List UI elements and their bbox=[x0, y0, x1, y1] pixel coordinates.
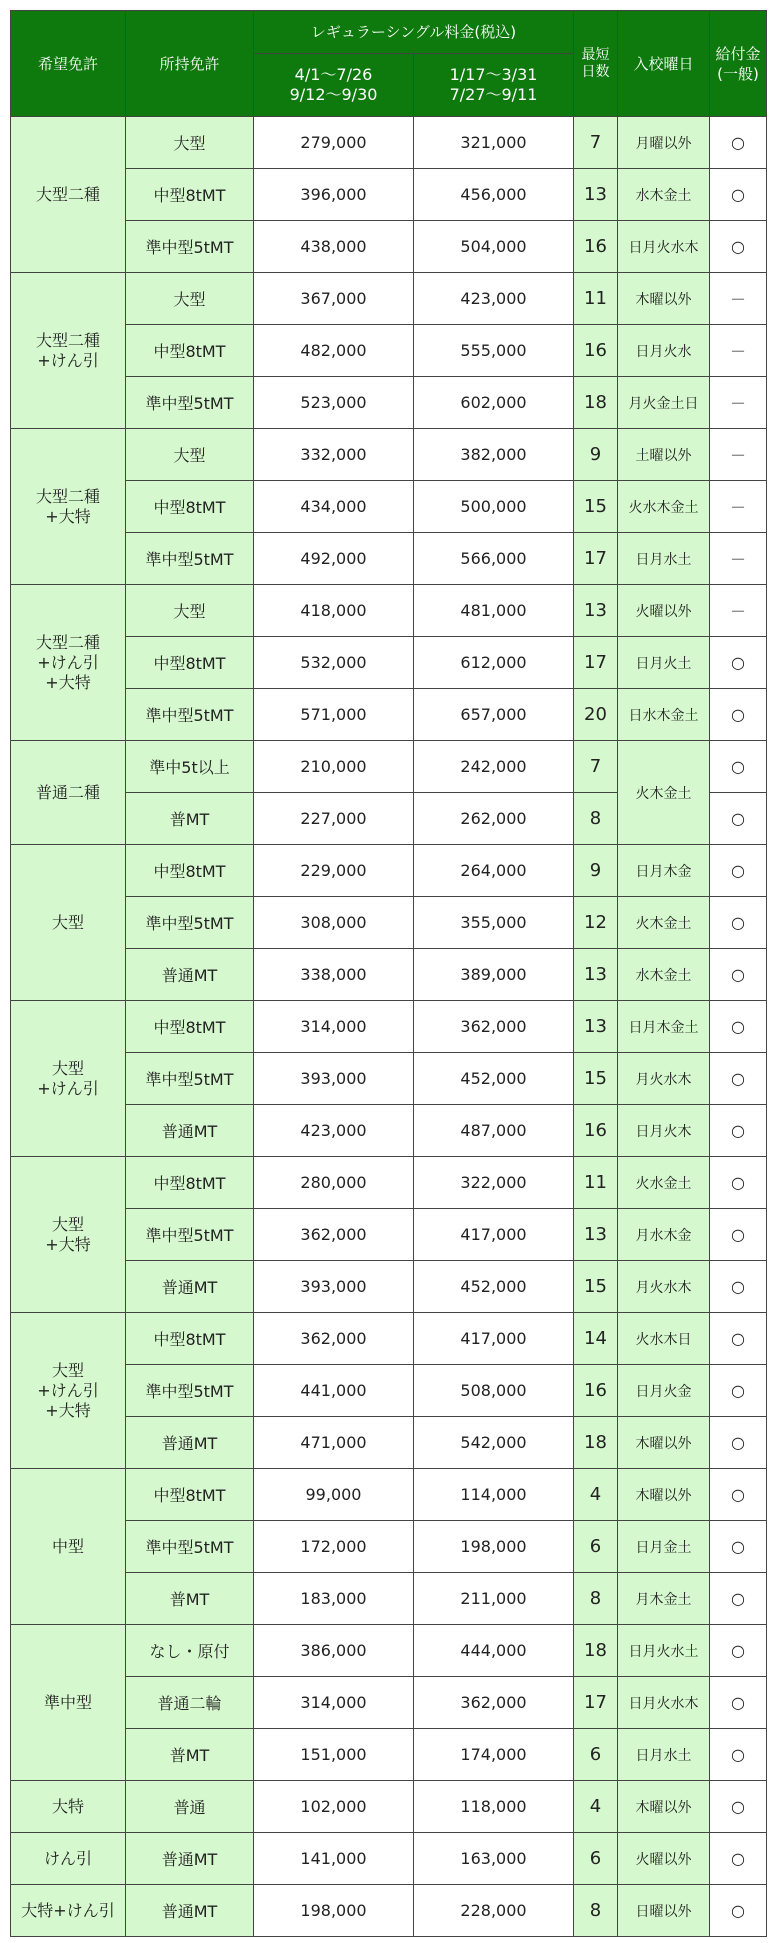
entry-days-cell: 月火水木 bbox=[618, 1261, 710, 1313]
entry-days-cell: 月曜以外 bbox=[618, 117, 710, 169]
entry-days-cell: 月木金土 bbox=[618, 1573, 710, 1625]
price-period-b-cell: 355,000 bbox=[414, 897, 574, 949]
held-license-cell: 普MT bbox=[126, 793, 254, 845]
price-period-b-cell: 114,000 bbox=[414, 1469, 574, 1521]
desired-license-cell bbox=[11, 117, 126, 273]
price-period-a-cell: 393,000 bbox=[254, 1261, 414, 1313]
min-days-cell: 8 bbox=[574, 793, 618, 845]
min-days-cell: 17 bbox=[574, 637, 618, 689]
price-period-b-cell: 362,000 bbox=[414, 1677, 574, 1729]
price-period-b-cell: 566,000 bbox=[414, 533, 574, 585]
benefit-cell: ○ bbox=[710, 1885, 767, 1937]
desired-license-cell bbox=[11, 741, 126, 845]
benefit-cell: ○ bbox=[710, 1521, 767, 1573]
min-days-cell: 13 bbox=[574, 1209, 618, 1261]
min-days-cell: 16 bbox=[574, 325, 618, 377]
price-period-b-cell: 322,000 bbox=[414, 1157, 574, 1209]
min-days-cell: 8 bbox=[574, 1573, 618, 1625]
price-period-a-cell: 393,000 bbox=[254, 1053, 414, 1105]
price-period-b-cell: 452,000 bbox=[414, 1053, 574, 1105]
held-license-cell: 中型8tMT bbox=[126, 325, 254, 377]
min-days-cell: 7 bbox=[574, 117, 618, 169]
entry-days-cell: 日月火水 bbox=[618, 325, 710, 377]
held-license-cell: 準中型5tMT bbox=[126, 1521, 254, 1573]
price-period-b-cell: 444,000 bbox=[414, 1625, 574, 1677]
price-period-a-cell: 279,000 bbox=[254, 117, 414, 169]
entry-days-cell: 火曜以外 bbox=[618, 1833, 710, 1885]
held-license-cell: 普通MT bbox=[126, 949, 254, 1001]
held-license-cell: 中型8tMT bbox=[126, 1313, 254, 1365]
price-period-b-cell: 389,000 bbox=[414, 949, 574, 1001]
price-period-b-cell: 423,000 bbox=[414, 273, 574, 325]
min-days-cell: 13 bbox=[574, 949, 618, 1001]
held-license-cell: 中型8tMT bbox=[126, 1469, 254, 1521]
desired-license-line: +大特 bbox=[45, 1234, 91, 1254]
benefit-cell: ○ bbox=[710, 1001, 767, 1053]
min-days-cell: 17 bbox=[574, 1677, 618, 1729]
min-days-cell: 9 bbox=[574, 429, 618, 481]
desired-license-line: +けん引 bbox=[37, 350, 99, 370]
table-row bbox=[11, 1469, 767, 1521]
desired-license-cell bbox=[11, 1625, 126, 1781]
header-benefit-line: (一般) bbox=[717, 64, 759, 83]
min-days-cell: 14 bbox=[574, 1313, 618, 1365]
desired-license-line: けん引 bbox=[43, 1848, 92, 1868]
benefit-cell: ○ bbox=[710, 1313, 767, 1365]
desired-license-cell bbox=[11, 1313, 126, 1469]
min-days-cell: 16 bbox=[574, 221, 618, 273]
header-min-days bbox=[574, 11, 618, 117]
min-days-cell: 8 bbox=[574, 1885, 618, 1937]
desired-license-line: 大型二種 bbox=[35, 330, 100, 350]
held-license-cell: 普通MT bbox=[126, 1261, 254, 1313]
min-days-cell: 12 bbox=[574, 897, 618, 949]
price-period-a-cell: 210,000 bbox=[254, 741, 414, 793]
benefit-cell: － bbox=[710, 325, 767, 377]
benefit-cell: ○ bbox=[710, 1365, 767, 1417]
price-period-a-cell: 183,000 bbox=[254, 1573, 414, 1625]
entry-days-cell: 日月火土 bbox=[618, 637, 710, 689]
fee-table bbox=[10, 10, 767, 1937]
entry-days-cell: 火水木日 bbox=[618, 1313, 710, 1365]
price-period-b-cell: 452,000 bbox=[414, 1261, 574, 1313]
price-period-b-cell: 542,000 bbox=[414, 1417, 574, 1469]
benefit-cell: ○ bbox=[710, 1573, 767, 1625]
price-period-b-cell: 508,000 bbox=[414, 1365, 574, 1417]
entry-days-cell: 月火水木 bbox=[618, 1053, 710, 1105]
price-period-a-cell: 172,000 bbox=[254, 1521, 414, 1573]
held-license-cell: 準中型5tMT bbox=[126, 1053, 254, 1105]
benefit-cell: ○ bbox=[710, 897, 767, 949]
price-period-a-cell: 362,000 bbox=[254, 1209, 414, 1261]
price-period-a-cell: 471,000 bbox=[254, 1417, 414, 1469]
price-period-a-cell: 102,000 bbox=[254, 1781, 414, 1833]
header-period-b bbox=[414, 54, 574, 117]
held-license-cell: 準中5t以上 bbox=[126, 741, 254, 793]
price-period-a-cell: 227,000 bbox=[254, 793, 414, 845]
held-license-cell: 普MT bbox=[126, 1729, 254, 1781]
held-license-cell: 中型8tMT bbox=[126, 637, 254, 689]
benefit-cell: － bbox=[710, 429, 767, 481]
price-period-a-cell: 332,000 bbox=[254, 429, 414, 481]
entry-days-cell: 水木金土 bbox=[618, 169, 710, 221]
header-period-a bbox=[254, 54, 414, 117]
price-period-a-cell: 308,000 bbox=[254, 897, 414, 949]
benefit-cell: － bbox=[710, 377, 767, 429]
desired-license-line: +けん引 bbox=[37, 1078, 99, 1098]
header-min-days-line: 最短 bbox=[581, 46, 610, 63]
entry-days-cell: 火曜以外 bbox=[618, 585, 710, 637]
benefit-cell: ○ bbox=[710, 1157, 767, 1209]
held-license-cell: 普通 bbox=[126, 1781, 254, 1833]
price-period-a-cell: 571,000 bbox=[254, 689, 414, 741]
held-license-cell: 普MT bbox=[126, 1573, 254, 1625]
held-license-cell: 普通MT bbox=[126, 1417, 254, 1469]
price-period-a-cell: 99,000 bbox=[254, 1469, 414, 1521]
entry-days-cell: 日曜以外 bbox=[618, 1885, 710, 1937]
desired-license-cell bbox=[11, 1157, 126, 1313]
benefit-cell: ○ bbox=[710, 221, 767, 273]
price-period-b-cell: 456,000 bbox=[414, 169, 574, 221]
entry-days-cell: 火木金土 bbox=[618, 897, 710, 949]
entry-days-cell: 土曜以外 bbox=[618, 429, 710, 481]
desired-license-line: 大型 bbox=[51, 1214, 84, 1234]
benefit-cell: ○ bbox=[710, 1677, 767, 1729]
min-days-cell: 18 bbox=[574, 377, 618, 429]
price-period-a-cell: 523,000 bbox=[254, 377, 414, 429]
desired-license-line: +大特 bbox=[45, 1400, 91, 1420]
held-license-cell: 普通MT bbox=[126, 1105, 254, 1157]
table-row bbox=[11, 1001, 767, 1053]
price-period-b-cell: 262,000 bbox=[414, 793, 574, 845]
table-row bbox=[11, 1885, 767, 1937]
entry-days-cell: 日月火木 bbox=[618, 1105, 710, 1157]
held-license-cell: 普通MT bbox=[126, 1885, 254, 1937]
price-period-a-cell: 314,000 bbox=[254, 1001, 414, 1053]
min-days-cell: 18 bbox=[574, 1625, 618, 1677]
header-desired-license: 希望免許 bbox=[11, 11, 126, 117]
desired-license-line: +大特 bbox=[45, 672, 91, 692]
benefit-cell: ○ bbox=[710, 1625, 767, 1677]
desired-license-cell bbox=[11, 273, 126, 429]
header-benefit-line: 給付金 bbox=[715, 44, 761, 63]
header-benefit bbox=[710, 11, 767, 117]
held-license-cell: 準中型5tMT bbox=[126, 689, 254, 741]
price-period-a-cell: 362,000 bbox=[254, 1313, 414, 1365]
benefit-cell: ○ bbox=[710, 637, 767, 689]
price-period-b-cell: 487,000 bbox=[414, 1105, 574, 1157]
table-header bbox=[11, 11, 767, 117]
price-period-a-cell: 229,000 bbox=[254, 845, 414, 897]
entry-days-cell: 日月木金土 bbox=[618, 1001, 710, 1053]
held-license-cell: 準中型5tMT bbox=[126, 1209, 254, 1261]
header-fee-group: レギュラーシングル料金(税込) bbox=[254, 11, 574, 54]
table-row bbox=[11, 1781, 767, 1833]
held-license-cell: 大型 bbox=[126, 585, 254, 637]
held-license-cell: 中型8tMT bbox=[126, 1157, 254, 1209]
price-period-a-cell: 482,000 bbox=[254, 325, 414, 377]
min-days-cell: 13 bbox=[574, 585, 618, 637]
desired-license-line: 大型 bbox=[51, 912, 84, 932]
benefit-cell: ○ bbox=[710, 741, 767, 793]
benefit-cell: － bbox=[710, 533, 767, 585]
min-days-cell: 9 bbox=[574, 845, 618, 897]
desired-license-line: 大型二種 bbox=[35, 632, 100, 652]
price-period-b-cell: 417,000 bbox=[414, 1313, 574, 1365]
benefit-cell: ○ bbox=[710, 117, 767, 169]
held-license-cell: なし・原付 bbox=[126, 1625, 254, 1677]
header-period-a-line: 9/12～9/30 bbox=[289, 85, 378, 104]
held-license-cell: 準中型5tMT bbox=[126, 897, 254, 949]
price-period-b-cell: 264,000 bbox=[414, 845, 574, 897]
table-row bbox=[11, 741, 767, 793]
price-period-b-cell: 602,000 bbox=[414, 377, 574, 429]
held-license-cell: 準中型5tMT bbox=[126, 1365, 254, 1417]
entry-days-cell: 火水木金土 bbox=[618, 481, 710, 533]
desired-license-line: 大型 bbox=[51, 1360, 84, 1380]
desired-license-line: +大特 bbox=[45, 506, 91, 526]
min-days-cell: 15 bbox=[574, 1261, 618, 1313]
entry-days-cell: 火木金土 bbox=[618, 741, 710, 845]
price-period-b-cell: 362,000 bbox=[414, 1001, 574, 1053]
price-period-b-cell: 174,000 bbox=[414, 1729, 574, 1781]
header-period-a-line: 4/1～7/26 bbox=[294, 65, 373, 84]
desired-license-cell bbox=[11, 1469, 126, 1625]
entry-days-cell: 日水木金土 bbox=[618, 689, 710, 741]
price-period-a-cell: 151,000 bbox=[254, 1729, 414, 1781]
price-period-a-cell: 141,000 bbox=[254, 1833, 414, 1885]
benefit-cell: ○ bbox=[710, 949, 767, 1001]
benefit-cell: ○ bbox=[710, 1781, 767, 1833]
benefit-cell: ○ bbox=[710, 1261, 767, 1313]
benefit-cell: － bbox=[710, 273, 767, 325]
min-days-cell: 11 bbox=[574, 1157, 618, 1209]
price-period-b-cell: 612,000 bbox=[414, 637, 574, 689]
entry-days-cell: 月水木金 bbox=[618, 1209, 710, 1261]
table-row bbox=[11, 1313, 767, 1365]
entry-days-cell: 木曜以外 bbox=[618, 1781, 710, 1833]
min-days-cell: 17 bbox=[574, 533, 618, 585]
min-days-cell: 4 bbox=[574, 1469, 618, 1521]
table-row bbox=[11, 1833, 767, 1885]
entry-days-cell: 水木金土 bbox=[618, 949, 710, 1001]
price-period-b-cell: 242,000 bbox=[414, 741, 574, 793]
min-days-cell: 16 bbox=[574, 1365, 618, 1417]
benefit-cell: ○ bbox=[710, 1053, 767, 1105]
benefit-cell: ○ bbox=[710, 1105, 767, 1157]
price-period-b-cell: 504,000 bbox=[414, 221, 574, 273]
price-period-a-cell: 367,000 bbox=[254, 273, 414, 325]
price-period-a-cell: 314,000 bbox=[254, 1677, 414, 1729]
min-days-cell: 13 bbox=[574, 169, 618, 221]
min-days-cell: 11 bbox=[574, 273, 618, 325]
min-days-cell: 18 bbox=[574, 1417, 618, 1469]
held-license-cell: 大型 bbox=[126, 429, 254, 481]
desired-license-line: 大型二種 bbox=[35, 486, 100, 506]
price-period-b-cell: 228,000 bbox=[414, 1885, 574, 1937]
min-days-cell: 15 bbox=[574, 1053, 618, 1105]
entry-days-cell: 火水金土 bbox=[618, 1157, 710, 1209]
price-period-a-cell: 280,000 bbox=[254, 1157, 414, 1209]
entry-days-cell: 日月火水木 bbox=[618, 221, 710, 273]
benefit-cell: ○ bbox=[710, 1209, 767, 1261]
held-license-cell: 準中型5tMT bbox=[126, 533, 254, 585]
price-period-a-cell: 492,000 bbox=[254, 533, 414, 585]
price-period-b-cell: 211,000 bbox=[414, 1573, 574, 1625]
benefit-cell: ○ bbox=[710, 1469, 767, 1521]
min-days-cell: 4 bbox=[574, 1781, 618, 1833]
desired-license-line: 準中型 bbox=[43, 1692, 92, 1712]
price-period-a-cell: 438,000 bbox=[254, 221, 414, 273]
entry-days-cell: 日月水土 bbox=[618, 1729, 710, 1781]
price-period-b-cell: 555,000 bbox=[414, 325, 574, 377]
table-row bbox=[11, 273, 767, 325]
price-period-a-cell: 396,000 bbox=[254, 169, 414, 221]
price-period-b-cell: 481,000 bbox=[414, 585, 574, 637]
held-license-cell: 大型 bbox=[126, 117, 254, 169]
entry-days-cell: 日月火水土 bbox=[618, 1625, 710, 1677]
held-license-cell: 準中型5tMT bbox=[126, 377, 254, 429]
desired-license-cell bbox=[11, 1781, 126, 1833]
price-period-b-cell: 500,000 bbox=[414, 481, 574, 533]
benefit-cell: ○ bbox=[710, 169, 767, 221]
price-period-a-cell: 338,000 bbox=[254, 949, 414, 1001]
price-period-b-cell: 198,000 bbox=[414, 1521, 574, 1573]
price-period-a-cell: 441,000 bbox=[254, 1365, 414, 1417]
table-body bbox=[11, 117, 767, 1937]
min-days-cell: 6 bbox=[574, 1833, 618, 1885]
benefit-cell: ○ bbox=[710, 689, 767, 741]
min-days-cell: 6 bbox=[574, 1521, 618, 1573]
header-period-b-line: 1/17～3/31 bbox=[449, 65, 538, 84]
price-period-b-cell: 163,000 bbox=[414, 1833, 574, 1885]
benefit-cell: － bbox=[710, 585, 767, 637]
price-period-a-cell: 532,000 bbox=[254, 637, 414, 689]
desired-license-line: +けん引 bbox=[37, 652, 99, 672]
table-row bbox=[11, 585, 767, 637]
held-license-cell: 普通MT bbox=[126, 1833, 254, 1885]
held-license-cell: 中型8tMT bbox=[126, 481, 254, 533]
price-period-b-cell: 382,000 bbox=[414, 429, 574, 481]
desired-license-cell bbox=[11, 429, 126, 585]
header-entry-days: 入校曜日 bbox=[618, 11, 710, 117]
min-days-cell: 6 bbox=[574, 1729, 618, 1781]
desired-license-line: 大型 bbox=[51, 1058, 84, 1078]
price-period-b-cell: 417,000 bbox=[414, 1209, 574, 1261]
desired-license-line: 中型 bbox=[51, 1536, 84, 1556]
desired-license-cell bbox=[11, 1001, 126, 1157]
desired-license-line: 大型二種 bbox=[35, 184, 100, 204]
benefit-cell: ○ bbox=[710, 1417, 767, 1469]
entry-days-cell: 日月水土 bbox=[618, 533, 710, 585]
min-days-cell: 16 bbox=[574, 1105, 618, 1157]
benefit-cell: ○ bbox=[710, 1729, 767, 1781]
held-license-cell: 準中型5tMT bbox=[126, 221, 254, 273]
benefit-cell: ○ bbox=[710, 1833, 767, 1885]
price-period-a-cell: 198,000 bbox=[254, 1885, 414, 1937]
table-row bbox=[11, 1625, 767, 1677]
desired-license-cell bbox=[11, 585, 126, 741]
table-row bbox=[11, 1157, 767, 1209]
table-row bbox=[11, 429, 767, 481]
benefit-cell: ○ bbox=[710, 845, 767, 897]
benefit-cell: ○ bbox=[710, 793, 767, 845]
header-min-days-line: 日数 bbox=[581, 63, 610, 80]
entry-days-cell: 日月木金 bbox=[618, 845, 710, 897]
min-days-cell: 13 bbox=[574, 1001, 618, 1053]
min-days-cell: 20 bbox=[574, 689, 618, 741]
desired-license-cell bbox=[11, 1885, 126, 1937]
benefit-cell: － bbox=[710, 481, 767, 533]
entry-days-cell: 日月火水木 bbox=[618, 1677, 710, 1729]
entry-days-cell: 日月金土 bbox=[618, 1521, 710, 1573]
price-period-a-cell: 418,000 bbox=[254, 585, 414, 637]
entry-days-cell: 日月火金 bbox=[618, 1365, 710, 1417]
held-license-cell: 普通二輪 bbox=[126, 1677, 254, 1729]
desired-license-cell bbox=[11, 845, 126, 1001]
price-period-b-cell: 657,000 bbox=[414, 689, 574, 741]
price-period-b-cell: 321,000 bbox=[414, 117, 574, 169]
min-days-cell: 15 bbox=[574, 481, 618, 533]
price-period-b-cell: 118,000 bbox=[414, 1781, 574, 1833]
desired-license-line: 大特 bbox=[51, 1796, 84, 1816]
entry-days-cell: 木曜以外 bbox=[618, 1469, 710, 1521]
table-row bbox=[11, 845, 767, 897]
table-row bbox=[11, 117, 767, 169]
header-period-b-line: 7/27～9/11 bbox=[449, 85, 538, 104]
held-license-cell: 大型 bbox=[126, 273, 254, 325]
desired-license-line: +けん引 bbox=[37, 1380, 99, 1400]
header-held-license: 所持免許 bbox=[126, 11, 254, 117]
entry-days-cell: 木曜以外 bbox=[618, 273, 710, 325]
entry-days-cell: 月火金土日 bbox=[618, 377, 710, 429]
desired-license-cell bbox=[11, 1833, 126, 1885]
held-license-cell: 中型8tMT bbox=[126, 1001, 254, 1053]
desired-license-line: 大特+けん引 bbox=[21, 1900, 115, 1920]
price-period-a-cell: 386,000 bbox=[254, 1625, 414, 1677]
price-period-a-cell: 423,000 bbox=[254, 1105, 414, 1157]
held-license-cell: 中型8tMT bbox=[126, 169, 254, 221]
price-period-a-cell: 434,000 bbox=[254, 481, 414, 533]
desired-license-line: 普通二種 bbox=[35, 782, 100, 802]
entry-days-cell: 木曜以外 bbox=[618, 1417, 710, 1469]
min-days-cell: 7 bbox=[574, 741, 618, 793]
held-license-cell: 中型8tMT bbox=[126, 845, 254, 897]
